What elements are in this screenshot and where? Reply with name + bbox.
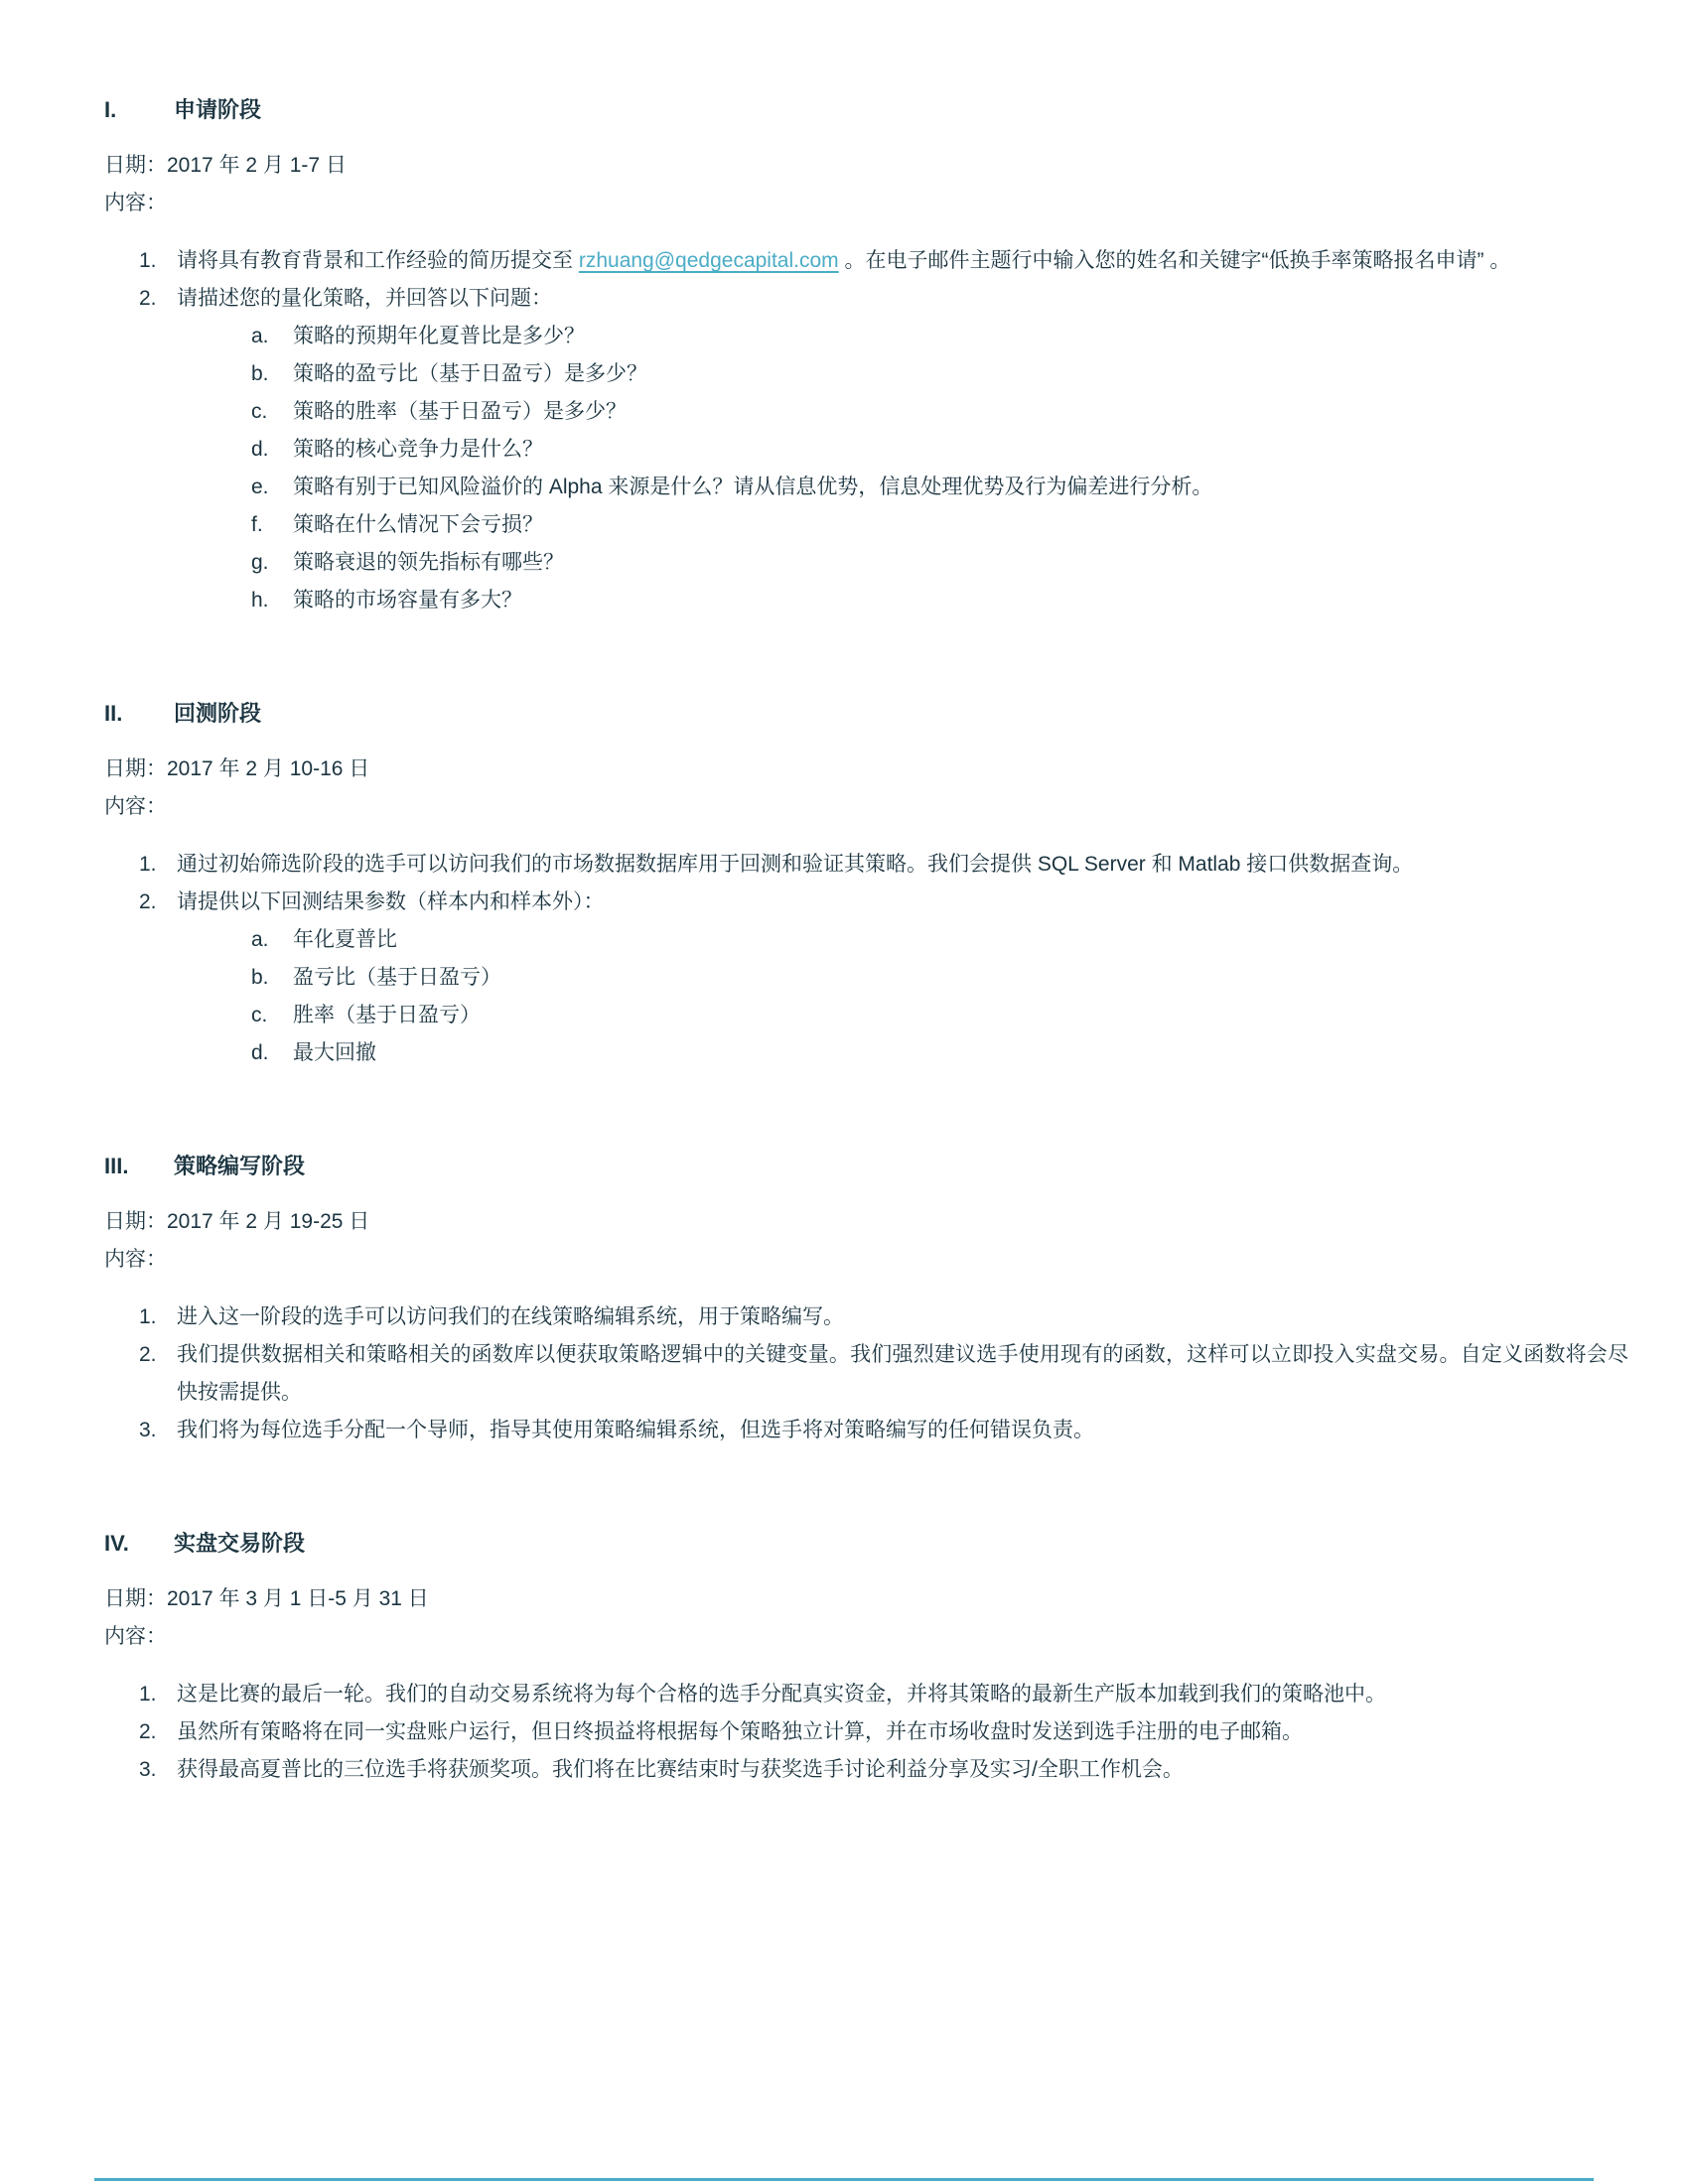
sub-list-item: [104, 1034, 1628, 1072]
date-line: 日期：2017 年 2 月 10-16 日: [104, 757, 370, 780]
email-link[interactable]: rzhuang@qedgecapital.com: [578, 249, 839, 272]
section-title: 实盘交易阶段: [174, 1531, 306, 1556]
list-item-text: [177, 1343, 1628, 1404]
sub-list-item: [104, 544, 1628, 582]
sub-list-item: [104, 431, 1628, 469]
section-heading: [104, 695, 1628, 733]
list-item-text: [177, 890, 605, 913]
section-numeral: II.: [104, 701, 123, 726]
sub-list-item-letter: b.: [251, 362, 269, 385]
list-item-number: 2.: [139, 1343, 157, 1366]
sub-list-item-letter: d.: [251, 438, 269, 461]
list-item: [104, 280, 1628, 318]
numbered-list: [104, 242, 1628, 619]
section-numeral: I.: [104, 97, 117, 122]
list-item-text: [177, 1305, 844, 1328]
text-segment: 通过初始筛选阶段的选手可以访问我们的市场数据数据库用于回测和验证其策略。我们会提供 SQL Server 和 Matlab 接口供数据查询。: [177, 853, 1414, 876]
list-item: [104, 1751, 1628, 1789]
sub-list-item-text: 盈亏比（基于日盈亏）: [293, 966, 501, 989]
section-i: [104, 91, 1628, 619]
sub-list-item-text: 策略的市场容量有多大？: [293, 589, 522, 612]
list-item-text: [177, 1758, 1184, 1781]
list-item-text: [177, 1683, 1386, 1706]
date-line: 日期：2017 年 3 月 1 日-5 月 31 日: [104, 1587, 429, 1610]
sub-list-item-text: 胜率（基于日盈亏）: [293, 1004, 481, 1026]
list-item: [104, 884, 1628, 921]
sub-list-item-text: 策略的预期年化夏普比是多少？: [293, 325, 585, 347]
content-label: 内容：: [104, 1248, 167, 1271]
list-item-text: [177, 1419, 1094, 1441]
sub-list-item: [104, 506, 1628, 544]
list-item-text: [177, 853, 1413, 876]
sub-list-item-letter: d.: [251, 1041, 269, 1064]
sub-list-item-letter: f.: [251, 513, 263, 536]
list-item-number: 1.: [139, 1683, 157, 1706]
content-label: 内容：: [104, 1625, 167, 1648]
sub-list-item-text: 策略的胜率（基于日盈亏）是多少？: [293, 400, 627, 423]
sub-list-item-letter: h.: [251, 589, 269, 612]
list-item-number: 3.: [139, 1758, 157, 1781]
sub-list-item: [104, 959, 1628, 997]
list-item: [104, 1336, 1628, 1412]
section-heading: [104, 1148, 1628, 1185]
section-heading: [104, 91, 1628, 129]
list-item-number: 1.: [139, 1305, 157, 1328]
sub-list-item-letter: b.: [251, 966, 269, 989]
numbered-list: [104, 1298, 1628, 1449]
section-numeral: III.: [104, 1154, 129, 1178]
text-segment: 获得最高夏普比的三位选手将获颁奖项。我们将在比赛结束时与获奖选手讨论利益分享及实习/全职工作机会。: [177, 1758, 1184, 1781]
sub-list-item: [104, 921, 1628, 959]
list-item: [104, 1713, 1628, 1751]
list-item-number: 2.: [139, 287, 157, 310]
sub-list-item-text: 年化夏普比: [293, 928, 397, 951]
list-item: [104, 1298, 1628, 1336]
sub-list-item-text: 策略有别于已知风险溢价的 Alpha 来源是什么？请从信息优势，信息处理优势及行为偏差进行分析。: [293, 476, 1213, 498]
sub-list-item-text: 策略的盈亏比（基于日盈亏）是多少？: [293, 362, 647, 385]
text-segment: 这是比赛的最后一轮。我们的自动交易系统将为每个合格的选手分配真实资金，并将其策略的最新生产版本加载到我们的策略池中。: [177, 1683, 1386, 1706]
list-item-text: [177, 249, 1510, 272]
list-item: [104, 1412, 1628, 1449]
content-label: 内容：: [104, 192, 167, 214]
sub-list-item: [104, 469, 1628, 506]
sub-list-item-letter: a.: [251, 928, 269, 951]
text-segment: 我们提供数据相关和策略相关的函数库以便获取策略逻辑中的关键变量。我们强烈建议选手使用现有的函数，这样可以立即投入实盘交易。自定义函数将会尽快按需提供。: [177, 1343, 1628, 1404]
text-segment: 请提供以下回测结果参数（样本内和样本外）：: [177, 890, 605, 913]
list-item-number: 1.: [139, 853, 157, 876]
sub-list-item-text: 策略在什么情况下会亏损？: [293, 513, 543, 536]
list-item: [104, 1676, 1628, 1713]
section-title: 申请阶段: [174, 97, 262, 122]
section-iv: [104, 1525, 1628, 1789]
section-title: 回测阶段: [174, 701, 262, 726]
text-segment: 请将具有教育背景和工作经验的简历提交至: [177, 249, 579, 272]
sub-list-item: [104, 997, 1628, 1034]
numbered-list: [104, 1676, 1628, 1789]
sub-list-item-text: 策略的核心竞争力是什么？: [293, 438, 543, 461]
sub-list-item: [104, 582, 1628, 619]
list-item-text: [177, 1720, 1303, 1743]
sub-list-item-letter: e.: [251, 476, 269, 498]
sub-list-item-letter: c.: [251, 400, 268, 423]
list-item: [104, 242, 1628, 280]
sub-list-item: [104, 355, 1628, 393]
section-numeral: IV.: [104, 1531, 129, 1556]
sub-list-item-text: 策略衰退的领先指标有哪些？: [293, 551, 564, 574]
numbered-list: [104, 846, 1628, 1072]
text-segment: 进入这一阶段的选手可以访问我们的在线策略编辑系统，用于策略编写。: [177, 1305, 844, 1328]
list-item-text: [177, 287, 552, 310]
text-segment: 我们将为每位选手分配一个导师，指导其使用策略编辑系统，但选手将对策略编写的任何错误负责。: [177, 1419, 1094, 1441]
sub-list-item-letter: a.: [251, 325, 269, 347]
sub-list-item-text: 最大回撤: [293, 1041, 376, 1064]
page-divider-line: [94, 2178, 1594, 2181]
list-item-number: 2.: [139, 1720, 157, 1743]
section-ii: [104, 695, 1628, 1072]
date-line: 日期：2017 年 2 月 19-25 日: [104, 1210, 370, 1233]
content-label: 内容：: [104, 795, 167, 818]
section-heading: [104, 1525, 1628, 1563]
sub-list-item: [104, 318, 1628, 355]
date-line: 日期：2017 年 2 月 1-7 日: [104, 154, 347, 177]
list-item-number: 2.: [139, 890, 157, 913]
sub-list-item-letter: c.: [251, 1004, 268, 1026]
sub-list-item: [104, 393, 1628, 431]
list-item-number: 3.: [139, 1419, 157, 1441]
text-segment: 。在电子邮件主题行中输入您的姓名和关键字“低换手率策略报名申请” 。: [838, 249, 1511, 272]
section-iii: [104, 1148, 1628, 1449]
text-segment: 虽然所有策略将在同一实盘账户运行，但日终损益将根据每个策略独立计算，并在市场收盘时发送到选手注册的电子邮箱。: [177, 1720, 1303, 1743]
text-segment: 请描述您的量化策略，并回答以下问题：: [177, 287, 552, 310]
sub-list-item-letter: g.: [251, 551, 269, 574]
list-item: [104, 846, 1628, 884]
list-item-number: 1.: [139, 249, 157, 272]
section-title: 策略编写阶段: [174, 1154, 306, 1178]
